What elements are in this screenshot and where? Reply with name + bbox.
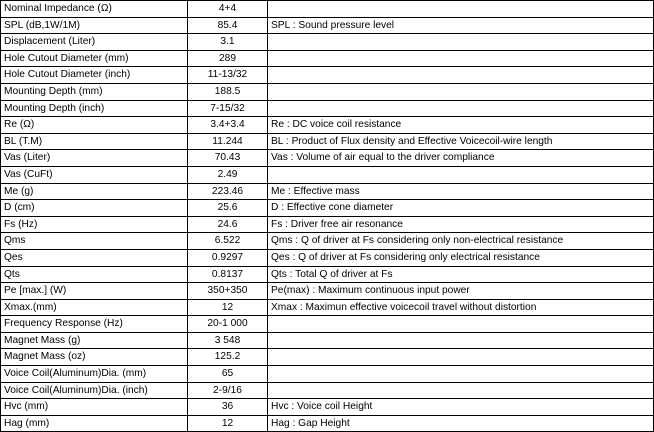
parameter-value-cell: 65 <box>188 366 268 383</box>
table-row <box>1 183 654 200</box>
parameter-value-cell: 24.6 <box>188 216 268 233</box>
parameter-description-cell <box>268 166 654 183</box>
parameter-description-cell <box>268 382 654 399</box>
parameter-value-cell: 3 548 <box>188 332 268 349</box>
parameter-description-cell <box>268 34 654 51</box>
parameter-value-cell: 20-1 000 <box>188 316 268 333</box>
parameter-value-cell: 7-15/32 <box>188 100 268 117</box>
parameter-name-cell: Voice Coil(Aluminum)Dia. (mm) <box>1 366 188 383</box>
specifications-body <box>1 1 654 432</box>
parameter-description-cell: Vas : Volume of air equal to the driver compliance <box>268 150 654 167</box>
parameter-description-cell <box>268 316 654 333</box>
parameter-name-cell: Magnet Mass (oz) <box>1 349 188 366</box>
parameter-description-cell <box>268 366 654 383</box>
parameter-description-cell <box>268 349 654 366</box>
table-row <box>1 117 654 134</box>
parameter-description-cell <box>268 83 654 100</box>
parameter-description-cell: Qms : Q of driver at Fs considering only non-electrical resistance <box>268 233 654 250</box>
parameter-name-cell: Frequency Response (Hz) <box>1 316 188 333</box>
parameter-name-cell: Re (Ω) <box>1 117 188 134</box>
parameter-name-cell: Qts <box>1 266 188 283</box>
table-row <box>1 233 654 250</box>
table-row <box>1 299 654 316</box>
parameter-description-cell <box>268 332 654 349</box>
parameter-name-cell: D (cm) <box>1 200 188 217</box>
parameter-value-cell: 11.244 <box>188 133 268 150</box>
table-row <box>1 17 654 34</box>
parameter-value-cell: 223.46 <box>188 183 268 200</box>
parameter-name-cell: Nominal Impedance (Ω) <box>1 1 188 18</box>
parameter-name-cell: Fs (Hz) <box>1 216 188 233</box>
parameter-name-cell: Me (g) <box>1 183 188 200</box>
parameter-description-cell: SPL : Sound pressure level <box>268 17 654 34</box>
parameter-value-cell: 125.2 <box>188 349 268 366</box>
parameter-name-cell: Vas (CuFt) <box>1 166 188 183</box>
parameter-value-cell: 12 <box>188 299 268 316</box>
table-row <box>1 83 654 100</box>
parameter-description-cell: D : Effective cone diameter <box>268 200 654 217</box>
parameter-value-cell: 0.8137 <box>188 266 268 283</box>
parameter-name-cell: Displacement (Liter) <box>1 34 188 51</box>
table-row <box>1 50 654 67</box>
parameter-description-cell <box>268 100 654 117</box>
table-row <box>1 100 654 117</box>
parameter-value-cell: 11-13/32 <box>188 67 268 84</box>
parameter-value-cell: 36 <box>188 399 268 416</box>
table-row <box>1 283 654 300</box>
table-row <box>1 366 654 383</box>
parameter-value-cell: 3.4+3.4 <box>188 117 268 134</box>
parameter-description-cell: Pe(max) : Maximum continuous input power <box>268 283 654 300</box>
parameter-description-cell: Re : DC voice coil resistance <box>268 117 654 134</box>
parameter-description-cell: Qes : Q of driver at Fs considering only electrical resistance <box>268 249 654 266</box>
parameter-description-cell: BL : Product of Flux density and Effective Voicecoil-wire length <box>268 133 654 150</box>
table-row <box>1 166 654 183</box>
parameter-value-cell: 70.43 <box>188 150 268 167</box>
parameter-name-cell: Magnet Mass (g) <box>1 332 188 349</box>
parameter-value-cell: 6.522 <box>188 233 268 250</box>
parameter-value-cell: 188.5 <box>188 83 268 100</box>
table-row <box>1 1 654 18</box>
table-row <box>1 382 654 399</box>
table-row <box>1 249 654 266</box>
parameter-description-cell <box>268 50 654 67</box>
parameter-name-cell: Pe [max.] (W) <box>1 283 188 300</box>
table-row <box>1 266 654 283</box>
table-row <box>1 216 654 233</box>
parameter-name-cell: Hvc (mm) <box>1 399 188 416</box>
table-row <box>1 415 654 432</box>
parameter-value-cell: 3.1 <box>188 34 268 51</box>
parameter-value-cell: 4+4 <box>188 1 268 18</box>
parameter-value-cell: 289 <box>188 50 268 67</box>
parameter-value-cell: 0.9297 <box>188 249 268 266</box>
parameter-value-cell: 85.4 <box>188 17 268 34</box>
table-row <box>1 332 654 349</box>
table-row <box>1 34 654 51</box>
table-row <box>1 67 654 84</box>
table-row <box>1 133 654 150</box>
table-row <box>1 399 654 416</box>
parameter-name-cell: Vas (Liter) <box>1 150 188 167</box>
parameter-value-cell: 2.49 <box>188 166 268 183</box>
parameter-description-cell: Hag : Gap Height <box>268 415 654 432</box>
parameter-name-cell: Hag (mm) <box>1 415 188 432</box>
parameter-value-cell: 2-9/16 <box>188 382 268 399</box>
table-row <box>1 150 654 167</box>
parameter-description-cell: Qts : Total Q of driver at Fs <box>268 266 654 283</box>
parameter-description-cell: Fs : Driver free air resonance <box>268 216 654 233</box>
parameter-description-cell: Me : Effective mass <box>268 183 654 200</box>
parameter-description-cell: Xmax : Maximun effective voicecoil travel without distortion <box>268 299 654 316</box>
parameter-value-cell: 12 <box>188 415 268 432</box>
table-row <box>1 200 654 217</box>
parameter-name-cell: Hole Cutout Diameter (inch) <box>1 67 188 84</box>
parameter-description-cell <box>268 67 654 84</box>
parameter-value-cell: 25.6 <box>188 200 268 217</box>
parameter-description-cell <box>268 1 654 18</box>
parameter-description-cell: Hvc : Voice coil Height <box>268 399 654 416</box>
parameter-value-cell: 350+350 <box>188 283 268 300</box>
parameter-name-cell: Qes <box>1 249 188 266</box>
parameter-name-cell: Qms <box>1 233 188 250</box>
parameter-name-cell: Mounting Depth (mm) <box>1 83 188 100</box>
table-row <box>1 316 654 333</box>
parameter-name-cell: BL (T.M) <box>1 133 188 150</box>
parameter-name-cell: Mounting Depth (inch) <box>1 100 188 117</box>
table-row <box>1 349 654 366</box>
parameter-name-cell: SPL (dB,1W/1M) <box>1 17 188 34</box>
parameter-name-cell: Voice Coil(Aluminum)Dia. (inch) <box>1 382 188 399</box>
parameter-name-cell: Hole Cutout Diameter (mm) <box>1 50 188 67</box>
parameter-name-cell: Xmax.(mm) <box>1 299 188 316</box>
